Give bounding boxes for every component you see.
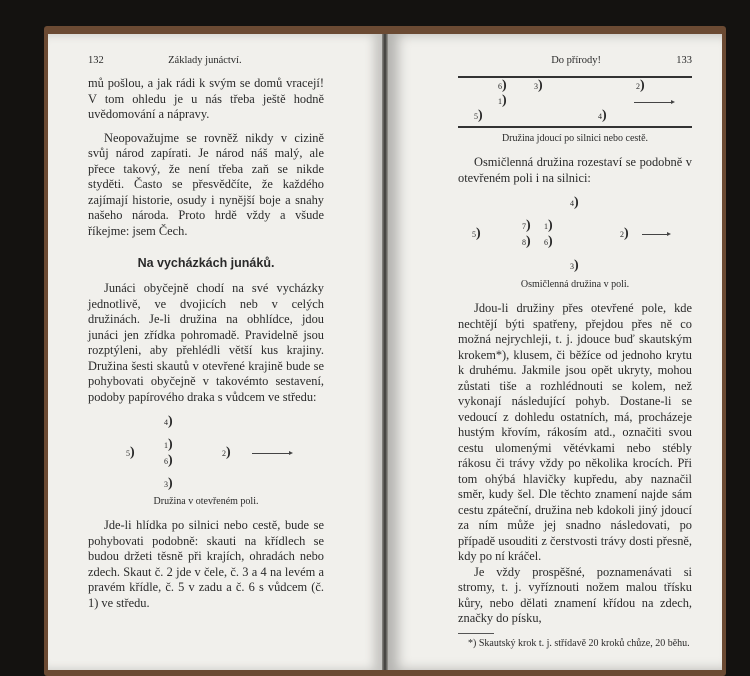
- road-formation-diagram: [458, 76, 692, 128]
- paragraph: Neopovažujme se rovněž nikdy v cizině svůj národ zapírati. Je národ náš malý, ale přece takový, že není třeba zaň se nikde styděti. Často se přesvědčíte, že každého zajímají historie, osudy i nynější boje a snahy našeho národa. Proto hrdě vždy a všude říkejme: jsem Čech.: [88, 130, 324, 238]
- footnote: *) Skautský krok t. j. střídavě 20 kroků chůze, 20 běhu.: [468, 637, 690, 649]
- footnote-rule: [458, 633, 494, 634]
- figure-caption: Osmičlenná družina v poli.: [520, 279, 630, 290]
- body-text: [458, 301, 692, 627]
- scout-marker: 3): [164, 476, 173, 491]
- paragraph: mů pošlou, a jak rádi k svým se domů vracejí! V tom ohledu je u nás třeba ještě hodně uvědomování a nápravy.: [88, 76, 324, 121]
- scout-marker: 6): [164, 453, 173, 468]
- direction-arrow: [252, 453, 290, 454]
- scout-marker: 8): [522, 234, 531, 249]
- running-head: Do přírody!: [551, 55, 602, 66]
- page-header: [458, 54, 692, 68]
- scout-marker: 4): [570, 195, 579, 210]
- body-text: [88, 518, 324, 611]
- scout-marker: 4): [598, 108, 607, 123]
- scout-marker: 1): [164, 437, 173, 452]
- body-text: [88, 76, 324, 239]
- page-header: [88, 54, 324, 68]
- scout-marker: 1): [498, 93, 507, 108]
- paragraph: Osmičlenná družina rozestaví se podobně v otevřeném poli i na silnici:: [458, 155, 692, 185]
- scout-marker: 3): [570, 258, 579, 273]
- figure-caption: Družina v otevřeném poli.: [153, 496, 259, 507]
- paragraph: Je vždy prospěšné, poznamenávati si stromy, t. j. vyříznouti nožem malou třísku kůry, nebo dělati znamení křídou na zdech, značky do písku,: [458, 564, 692, 625]
- eight-member-formation-diagram: [458, 196, 692, 274]
- scout-marker: 4): [164, 414, 173, 429]
- scout-marker: 2): [636, 78, 645, 93]
- scout-marker: 3): [534, 78, 543, 93]
- right-page: [388, 34, 722, 670]
- paragraph: Jde-li hlídka po silnici nebo cestě, bude se pohybovati podobně: skauti na křídlech se budou držeti těsně při krajích, ohradách nebo zdech. Skaut č. 2 jde v čele, č. 3 a 4 na levém a pravém křídle, č. 5 v zadu a č. 6 s vůdcem (č. 1) ve středu.: [88, 518, 324, 610]
- left-page: [48, 34, 382, 670]
- book-spread: [44, 26, 726, 676]
- scout-marker: 6): [498, 78, 507, 93]
- road-edge: [458, 76, 692, 78]
- scout-marker: 1): [544, 218, 553, 233]
- page-number: 132: [88, 55, 104, 66]
- section-title: Na vycházkách junáků.: [137, 256, 275, 270]
- paragraph: Jdou-li družiny přes otevřené pole, kde nechtějí býti spatřeny, přejdou přes ně co možná nejrychleji, t. j. jdouce buď skautským krokem*), klusem, či běžíce od jednoho krytu k druhému. Jakmile jsou opět ukryty, mohou zůstati tiše a rozhlédnouti se kolem, než vykonají následující pohyb. Dostane-li se vedoucí z dohledu ostatních, má, procházeje hustým křovím, rákosím atd., označiti svou cestu ulomenými větévkami nebo stébly rákosu či trávy vždy po několika krocích. Při tom ohýbá hlavičky kupředu, aby naznačil směr, kudy šel. Dle těchto znamení najde sám cestu zpáteční, družina neb kdokoli jiný jdoucí za ním může jej snadno následovati, po případě usouditi z čerstvosti trávy dosti přesně, kdy po ní kráčel.: [458, 301, 692, 563]
- road-edge: [458, 126, 692, 128]
- page-number: 133: [676, 55, 692, 66]
- scout-marker: 2): [620, 226, 629, 241]
- scout-marker: 2): [222, 445, 231, 460]
- body-text: [88, 281, 324, 405]
- scout-marker: 7): [522, 218, 531, 233]
- direction-arrow: [634, 102, 672, 103]
- scout-marker: 5): [472, 226, 481, 241]
- scout-marker: 5): [126, 445, 135, 460]
- figure-caption: Družina jdoucí po silnici nebo cestě.: [501, 133, 649, 144]
- scout-marker: 6): [544, 234, 553, 249]
- scout-marker: 5): [474, 108, 483, 123]
- kite-formation-diagram: [88, 415, 324, 491]
- body-text: [458, 155, 692, 186]
- paragraph: Junáci obyčejně chodí na své vycházky jednotlivě, ve dvojicích neb v celých družinách. Je-li družina na obhlídce, jdou junáci jen zřídka pohromadě. Pravidelně jsou rozptýleni, aby přehlédli větší kus krajiny. Družina šesti skautů v otevřené krajině bude se pohybovati obyčejně v takovémto sestavení, podoby papírového draka s vůdcem ve středu:: [88, 281, 324, 404]
- running-head: Základy junáctví.: [168, 55, 242, 66]
- direction-arrow: [642, 234, 668, 235]
